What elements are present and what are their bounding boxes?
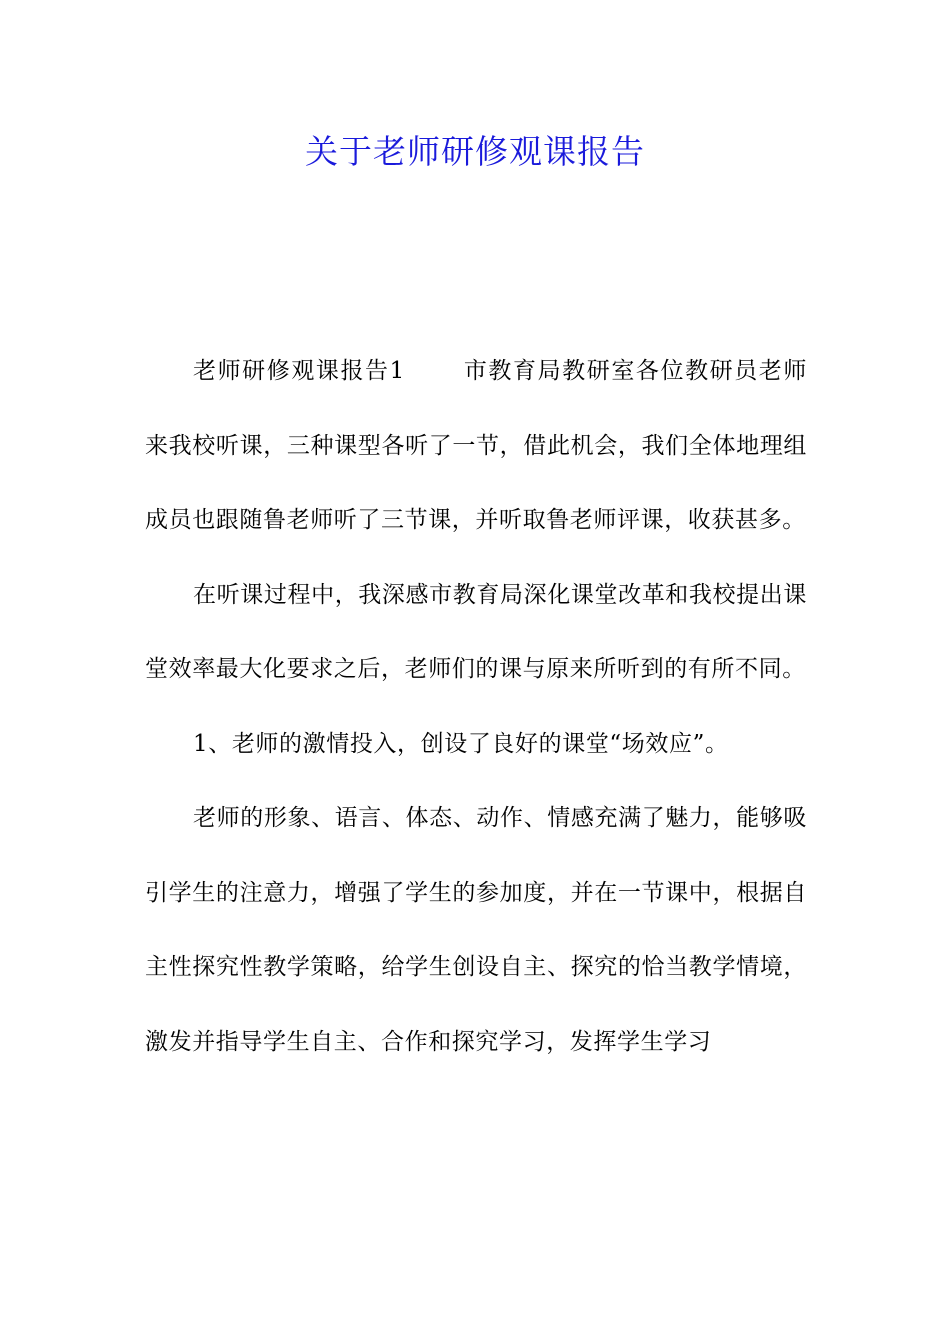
paragraph-3: 1、老师的激情投入，创设了良好的课堂“场效应”。 bbox=[193, 730, 729, 757]
report-heading: 老师研修观课报告1 bbox=[193, 358, 405, 384]
document-body bbox=[145, 334, 807, 1079]
paragraph-2: 在听课过程中，我深感市教育局深化课堂改革和我校提出课堂效率最大化要求之后，老师们的课与原来所听到的有所不同。 bbox=[145, 581, 807, 682]
paragraph-1 bbox=[145, 334, 807, 558]
paragraph-4: 老师的形象、语言、体态、动作、情感充满了魅力，能够吸引学生的注意力，增强了学生的参加度，并在一节课中，根据自主性探究性教学策略，给学生创设自主、探究的恰当教学情境，激发并指导学生自主、合作和探究学习，发挥学生学习 bbox=[145, 805, 807, 1055]
document-title: 关于老师研修观课报告 bbox=[305, 132, 645, 171]
paragraph-1-text: 市教育局教研室各位教研员老师来我校听课，三种课型各听了一节，借此机会，我们全体地理组成员也跟随鲁老师听了三节课，并听取鲁老师评课，收获甚多。 bbox=[145, 358, 807, 533]
